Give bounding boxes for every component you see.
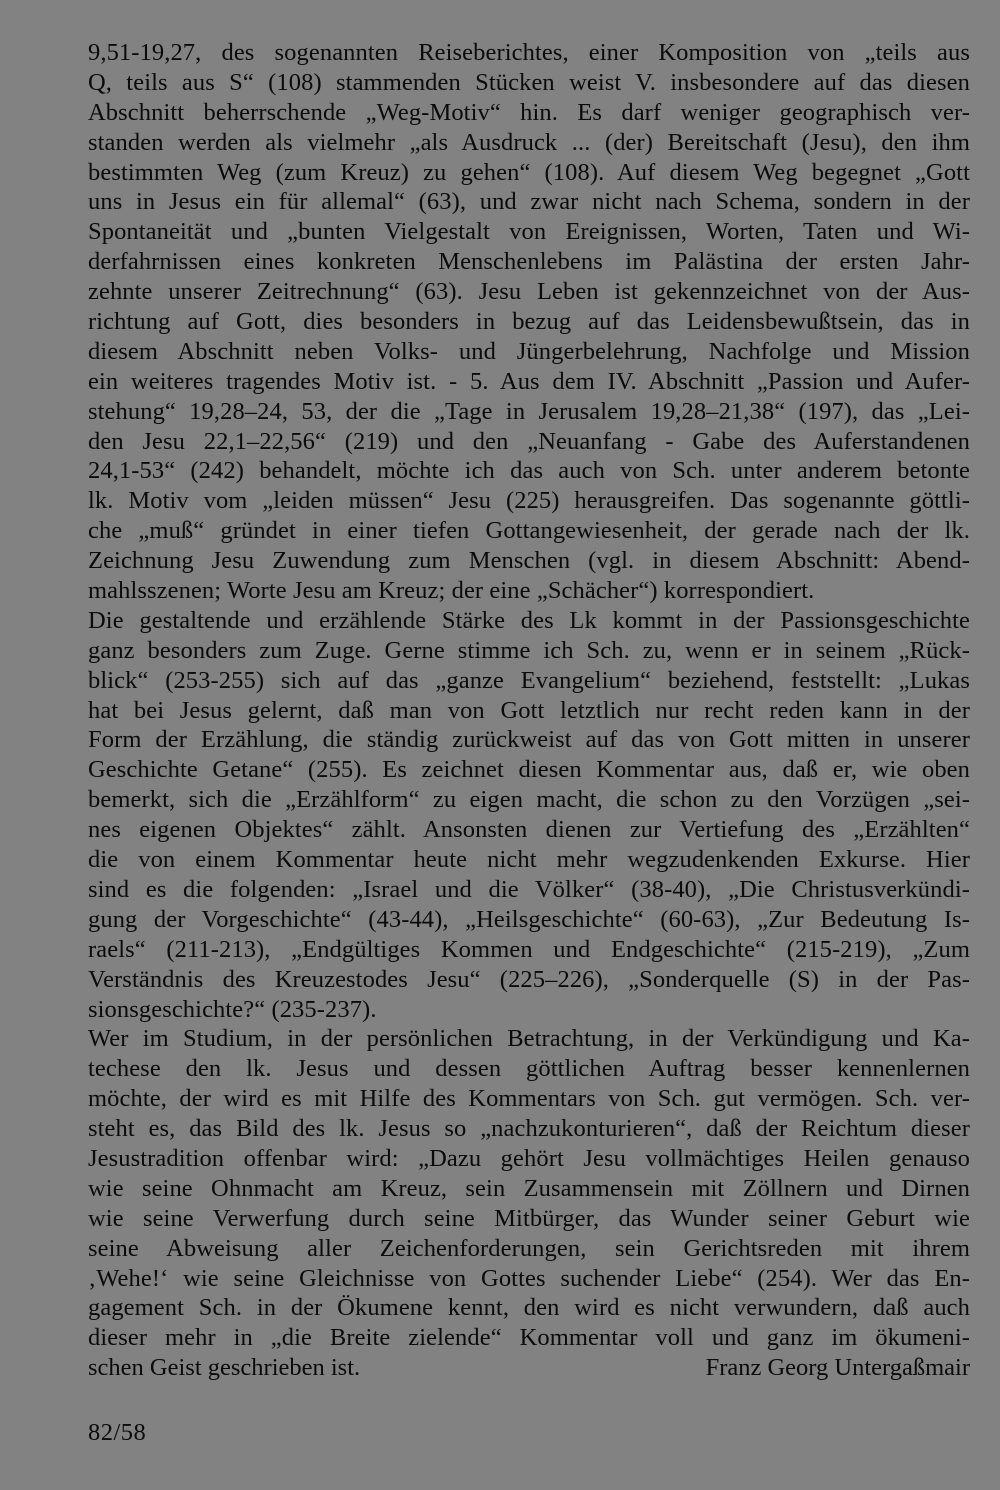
text-line: standen werden als vielmehr „als Ausdruck ... (der) Bereitschaft (Jesu), den ihm bbox=[88, 128, 970, 156]
text-line: Geschichte Getane“ (255). Es zeichnet diesen Kommentar aus, daß er, wie oben bbox=[88, 756, 970, 784]
text-line: steht es, das Bild des lk. Jesus so „nachzukonturieren“, daß der Reichtum dieser bbox=[88, 1115, 970, 1143]
text-line: Abschnitt beherrschende „Weg-Motiv“ hin. Es darf weniger geographisch ver- bbox=[88, 98, 970, 126]
text-line: diesem Abschnitt neben Volks- und Jüngerbelehrung, Nachfolge und Mission bbox=[88, 337, 970, 365]
text-line: hat bei Jesus gelernt, daß man von Gott letztlich nur recht reden kann in der bbox=[88, 696, 970, 724]
text-line: mahlsszenen; Worte Jesu am Kreuz; der eine „Schächer“) korrespondiert. bbox=[88, 577, 815, 605]
text-line: blick“ (253-255) sich auf das „ganze Evangelium“ beziehend, feststellt: „Lukas bbox=[88, 666, 970, 694]
text-line: dieser mehr in „die Breite zielende“ Kommentar voll und ganz im ökumeni- bbox=[88, 1324, 970, 1352]
text-line: Wer im Studium, in der persönlichen Betrachtung, in der Verkündigung und Ka- bbox=[88, 1025, 970, 1053]
text-line: sionsgeschichte?“ (235-237). bbox=[88, 995, 377, 1023]
text-line: lk. Motiv vom „leiden müssen“ Jesu (225) herausgreifen. Das sogenannte göttli- bbox=[88, 487, 970, 515]
text-line: techese den lk. Jesus und dessen göttlichen Auftrag besser kennenlernen bbox=[88, 1055, 970, 1083]
text-block bbox=[88, 38, 970, 1353]
text-line: gagement Sch. in der Ökumene kennt, den wird es nicht verwundern, daß auch bbox=[88, 1294, 970, 1322]
text-line: raels“ (211-213), „Endgültiges Kommen und Endgeschichte“ (215-219), „Zum bbox=[88, 935, 970, 963]
text-line: Verständnis des Kreuzestodes Jesu“ (225–226), „Sonderquelle (S) in der Pas- bbox=[88, 965, 970, 993]
text-line: richtung auf Gott, dies besonders in bezug auf das Leidensbewußtsein, das in bbox=[88, 308, 970, 336]
author-signature: Franz Georg Untergaßmair bbox=[705, 1354, 970, 1382]
page-number: 82/58 bbox=[88, 1419, 147, 1446]
text-line: ‚Wehe!‘ wie seine Gleichnisse von Gottes suchender Liebe“ (254). Wer das En- bbox=[88, 1264, 970, 1292]
text-line: bestimmten Weg (zum Kreuz) zu gehen“ (108). Auf diesem Weg begegnet „Gott bbox=[88, 158, 970, 186]
text-line: Zeichnung Jesu Zuwendung zum Menschen (vgl. in diesem Abschnitt: Abend- bbox=[88, 547, 970, 575]
text-line: wie seine Ohnmacht am Kreuz, sein Zusammensein mit Zöllnern und Dirnen bbox=[88, 1174, 970, 1202]
text-line: ganz besonders zum Zuge. Gerne stimme ich Sch. zu, wenn er in seinem „Rück- bbox=[88, 636, 970, 664]
text-line: Spontaneität und „bunten Vielgestalt von Ereignissen, Worten, Taten und Wi- bbox=[88, 218, 970, 246]
text-line: Q, teils aus S“ (108) stammenden Stücken weist V. insbesondere auf das diesen bbox=[88, 68, 970, 96]
text-line: seine Abweisung aller Zeichenforderungen, sein Gerichtsreden mit ihrem bbox=[88, 1234, 970, 1262]
text-line: Die gestaltende und erzählende Stärke des Lk kommt in der Passionsgeschichte bbox=[88, 606, 970, 634]
text-line: derfahrnissen eines konkreten Menschenlebens im Palästina der ersten Jahr- bbox=[88, 248, 970, 276]
text-line: che „muß“ gründet in einer tiefen Gottangewiesenheit, der gerade nach der lk. bbox=[88, 517, 970, 545]
text-line: möchte, der wird es mit Hilfe des Kommentars von Sch. gut vermögen. Sch. ver- bbox=[88, 1085, 970, 1113]
text-line: ein weiteres tragendes Motiv ist. - 5. Aus dem IV. Abschnitt „Passion und Aufer- bbox=[88, 367, 970, 395]
document-body bbox=[88, 38, 970, 1383]
text-line: zehnte unserer Zeitrechnung“ (63). Jesu Leben ist gekennzeichnet von der Aus- bbox=[88, 278, 970, 306]
final-text-line: schen Geist geschrieben ist. bbox=[88, 1354, 361, 1382]
text-line: Form der Erzählung, die ständig zurückweist auf das von Gott mitten in unserer bbox=[88, 726, 970, 754]
text-line: den Jesu 22,1–22,56“ (219) und den „Neuanfang - Gabe des Auferstandenen bbox=[88, 427, 970, 455]
text-line: stehung“ 19,28–24, 53, der die „Tage in Jerusalem 19,28–21,38“ (197), das „Lei- bbox=[88, 397, 970, 425]
text-line: nes eigenen Objektes“ zählt. Ansonsten dienen zur Vertiefung des „Erzählten“ bbox=[88, 816, 970, 844]
text-line: Jesustradition offenbar wird: „Dazu gehört Jesu vollmächtiges Heilen genauso bbox=[88, 1144, 970, 1172]
text-line: bemerkt, sich die „Erzählform“ zu eigen macht, die schon zu den Vorzügen „sei- bbox=[88, 786, 970, 814]
text-line: 9,51-19,27, des sogenannten Reiseberichtes, einer Komposition von „teils aus bbox=[88, 39, 970, 66]
closing-line bbox=[88, 1353, 970, 1383]
text-line: 24,1-53“ (242) behandelt, möchte ich das auch von Sch. unter anderem betonte bbox=[88, 457, 970, 485]
text-line: gung der Vorgeschichte“ (43-44), „Heilsgeschichte“ (60-63), „Zur Bedeutung Is- bbox=[88, 905, 970, 933]
text-line: sind es die folgenden: „Israel und die Völker“ (38-40), „Die Christusverkündi- bbox=[88, 875, 970, 903]
text-line: die von einem Kommentar heute nicht mehr wegzudenkenden Exkurse. Hier bbox=[88, 846, 970, 874]
text-line: uns in Jesus ein für allemal“ (63), und zwar nicht nach Schema, sondern in der bbox=[88, 188, 970, 216]
text-line: wie seine Verwerfung durch seine Mitbürger, das Wunder seiner Geburt wie bbox=[88, 1204, 970, 1232]
